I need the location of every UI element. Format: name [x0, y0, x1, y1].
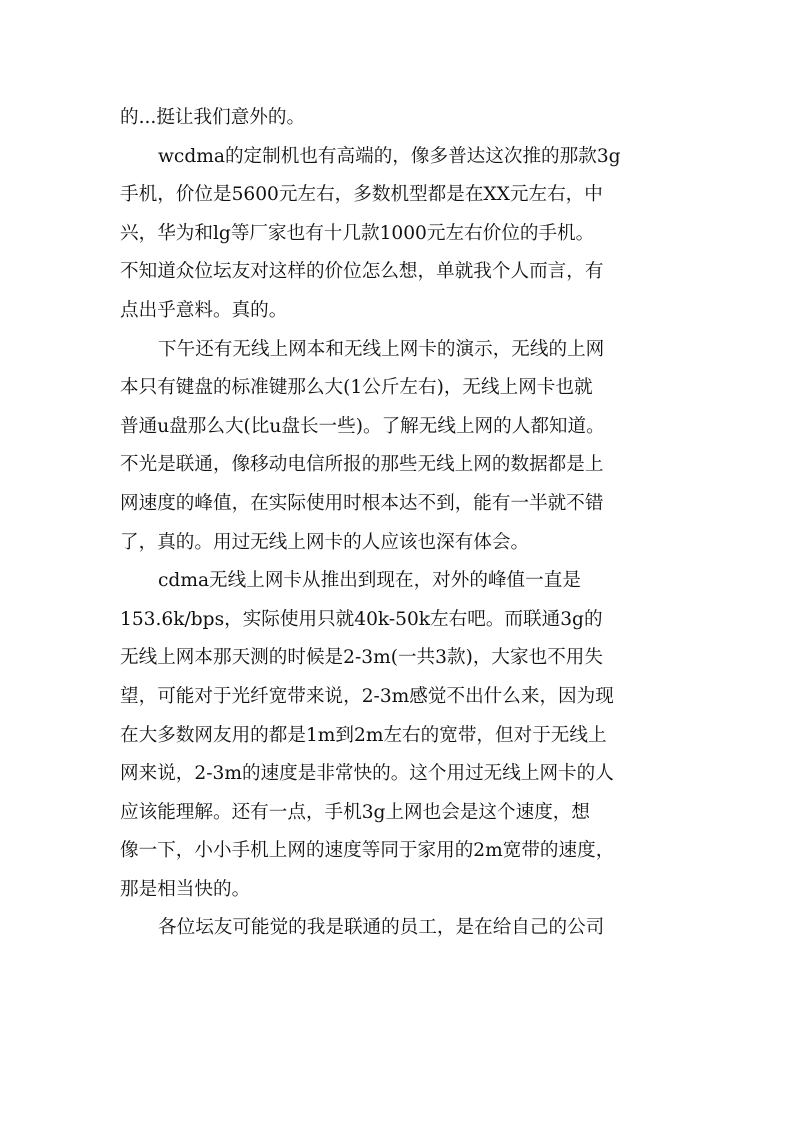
text-line: 了，真的。用过无线上网卡的人应该也深有体会。	[120, 531, 530, 553]
text-line: 手机，价位是5600元左右，多数机型都是在XX元左右，中	[120, 184, 603, 206]
text-line: wcdma的定制机也有高端的，像多普达这次推的那款3g	[158, 145, 621, 167]
text-line: cdma无线上网卡从推出到现在，对外的峰值一直是	[158, 570, 581, 592]
text-line: 无线上网本那天测的时候是2-3m(一共3款)，大家也不用失	[120, 647, 603, 669]
text-line: 本只有键盘的标准键那么大(1公斤左右)，无线上网卡也就	[120, 377, 593, 399]
text-line: 网来说，2-3m的速度是非常快的。这个用过无线上网卡的人	[120, 763, 614, 785]
text-line: 普通u盘那么大(比u盘长一些)。了解无线上网的人都知道。	[120, 415, 605, 437]
text-line: 的...挺让我们意外的。	[120, 107, 306, 128]
document-body	[120, 99, 678, 948]
text-line: 兴，华为和lg等厂家也有十几款1000元左右价位的手机。	[120, 222, 595, 244]
text-line: 不知道众位坛友对这样的价位怎么想，单就我个人而言，有	[120, 261, 604, 283]
text-line: 在大多数网友用的都是1m到2m左右的宽带，但对于无线上	[120, 724, 607, 746]
text-line: 应该能理解。还有一点，手机3g上网也会是这个速度，想	[120, 801, 590, 823]
text-line: 各位坛友可能觉的我是联通的员工，是在给自己的公司	[158, 917, 605, 939]
text-line: 不光是联通，像移动电信所报的那些无线上网的数据都是上	[120, 454, 604, 476]
text-line: 那是相当快的。	[120, 878, 251, 900]
text-line: 望，可能对于光纤宽带来说，2-3m感觉不出什么来，因为现	[120, 685, 614, 707]
text-line: 153.6k/bps，实际使用只就40k-50k左右吧。而联通3g的	[120, 608, 603, 630]
text-line: 点出乎意料。真的。	[120, 299, 288, 321]
text-line: 网速度的峰值，在实际使用时根本达不到，能有一半就不错	[120, 492, 604, 514]
text-line: 像一下，小小手机上网的速度等同于家用的2m宽带的速度，	[120, 840, 615, 862]
text-line: 下午还有无线上网本和无线上网卡的演示，无线的上网	[158, 338, 605, 360]
